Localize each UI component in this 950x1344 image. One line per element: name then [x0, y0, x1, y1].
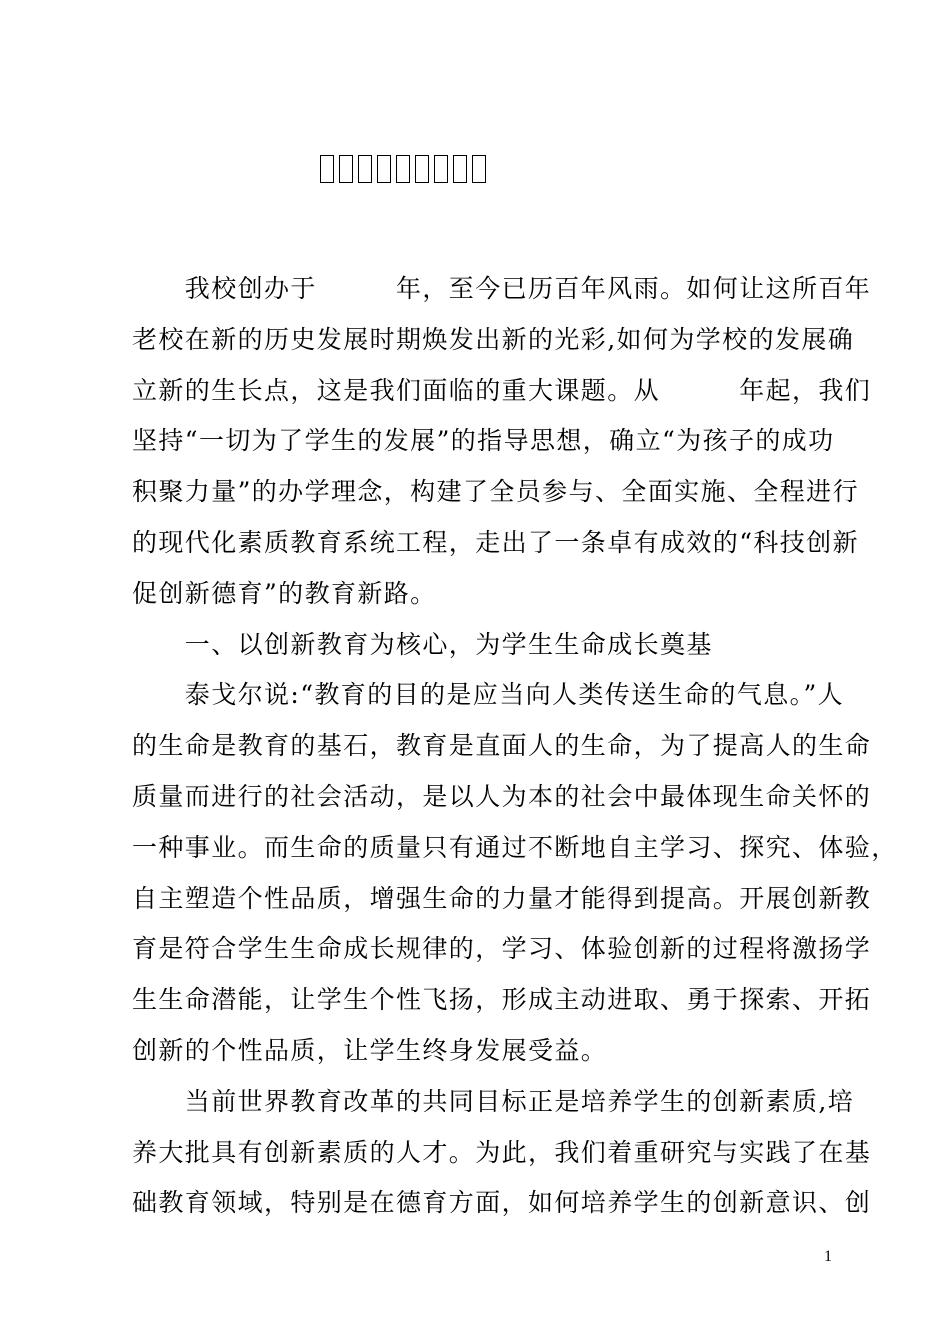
document-title-placeholder-glyphs: [320, 155, 489, 183]
title-missing-glyph-4: [377, 155, 391, 183]
body-line: 创新的个性品质，让学生终身发展受益。: [132, 1035, 608, 1065]
title-missing-glyph-9: [472, 155, 486, 183]
body-line: 自主塑造个性品质，增强生命的力量才能得到提高。开展创新教: [132, 883, 872, 913]
title-missing-glyph-1: [320, 155, 334, 183]
body-line: 当前世界教育改革的共同目标正是培养学生的创新素质,培: [132, 1086, 855, 1116]
section-heading: 一、以创新教育为核心，为学生生命成长奠基: [132, 629, 713, 659]
body-line: 养大批具有创新素质的人才。为此，我们着重研究与实践了在基: [132, 1137, 872, 1167]
title-missing-glyph-6: [415, 155, 429, 183]
page-number: 1: [824, 1248, 832, 1265]
title-missing-glyph-8: [453, 155, 467, 183]
body-line: 础教育领域，特别是在德育方面，如何培养学生的创新意识、创: [132, 1188, 872, 1218]
body-line: 一种事业。而生命的质量只有通过不断地自主学习、探究、体验，: [132, 832, 898, 862]
body-line: 积聚力量”的办学理念，构建了全员参与、全面实施、全程进行: [132, 477, 859, 507]
body-line: 育是符合学生生命成长规律的，学习、体验创新的过程将激扬学: [132, 934, 872, 964]
body-line: 的生命是教育的基石，教育是直面人的生命，为了提高人的生命: [132, 731, 872, 761]
body-line: 生生命潜能，让学生个性飞扬，形成主动进取、勇于探索、开拓: [132, 985, 872, 1015]
title-missing-glyph-3: [358, 155, 372, 183]
title-missing-glyph-2: [339, 155, 353, 183]
body-line: 的现代化素质教育系统工程，走出了一条卓有成效的“科技创新: [132, 527, 859, 557]
body-line: 我校创办于 年，至今已历百年风雨。如何让这所百年: [132, 274, 872, 303]
document-body: [132, 264, 898, 1229]
body-line: 泰戈尔说:“教育的目的是应当向人类传送生命的气息。”人: [132, 680, 845, 710]
title-missing-glyph-7: [434, 155, 448, 183]
body-line: 立新的生长点，这是我们面临的重大课题。从 年起，我们: [132, 375, 872, 405]
body-line: 促创新德育”的教育新路。: [132, 578, 437, 608]
body-line: 质量而进行的社会活动，是以人为本的社会中最体现生命关怀的: [132, 781, 872, 811]
body-line: 老校在新的历史发展时期焕发出新的光彩,如何为学校的发展确: [132, 324, 855, 354]
body-line: 坚持“一切为了学生的发展”的指导思想，确立“为孩子的成功: [132, 426, 835, 456]
title-missing-glyph-5: [396, 155, 410, 183]
